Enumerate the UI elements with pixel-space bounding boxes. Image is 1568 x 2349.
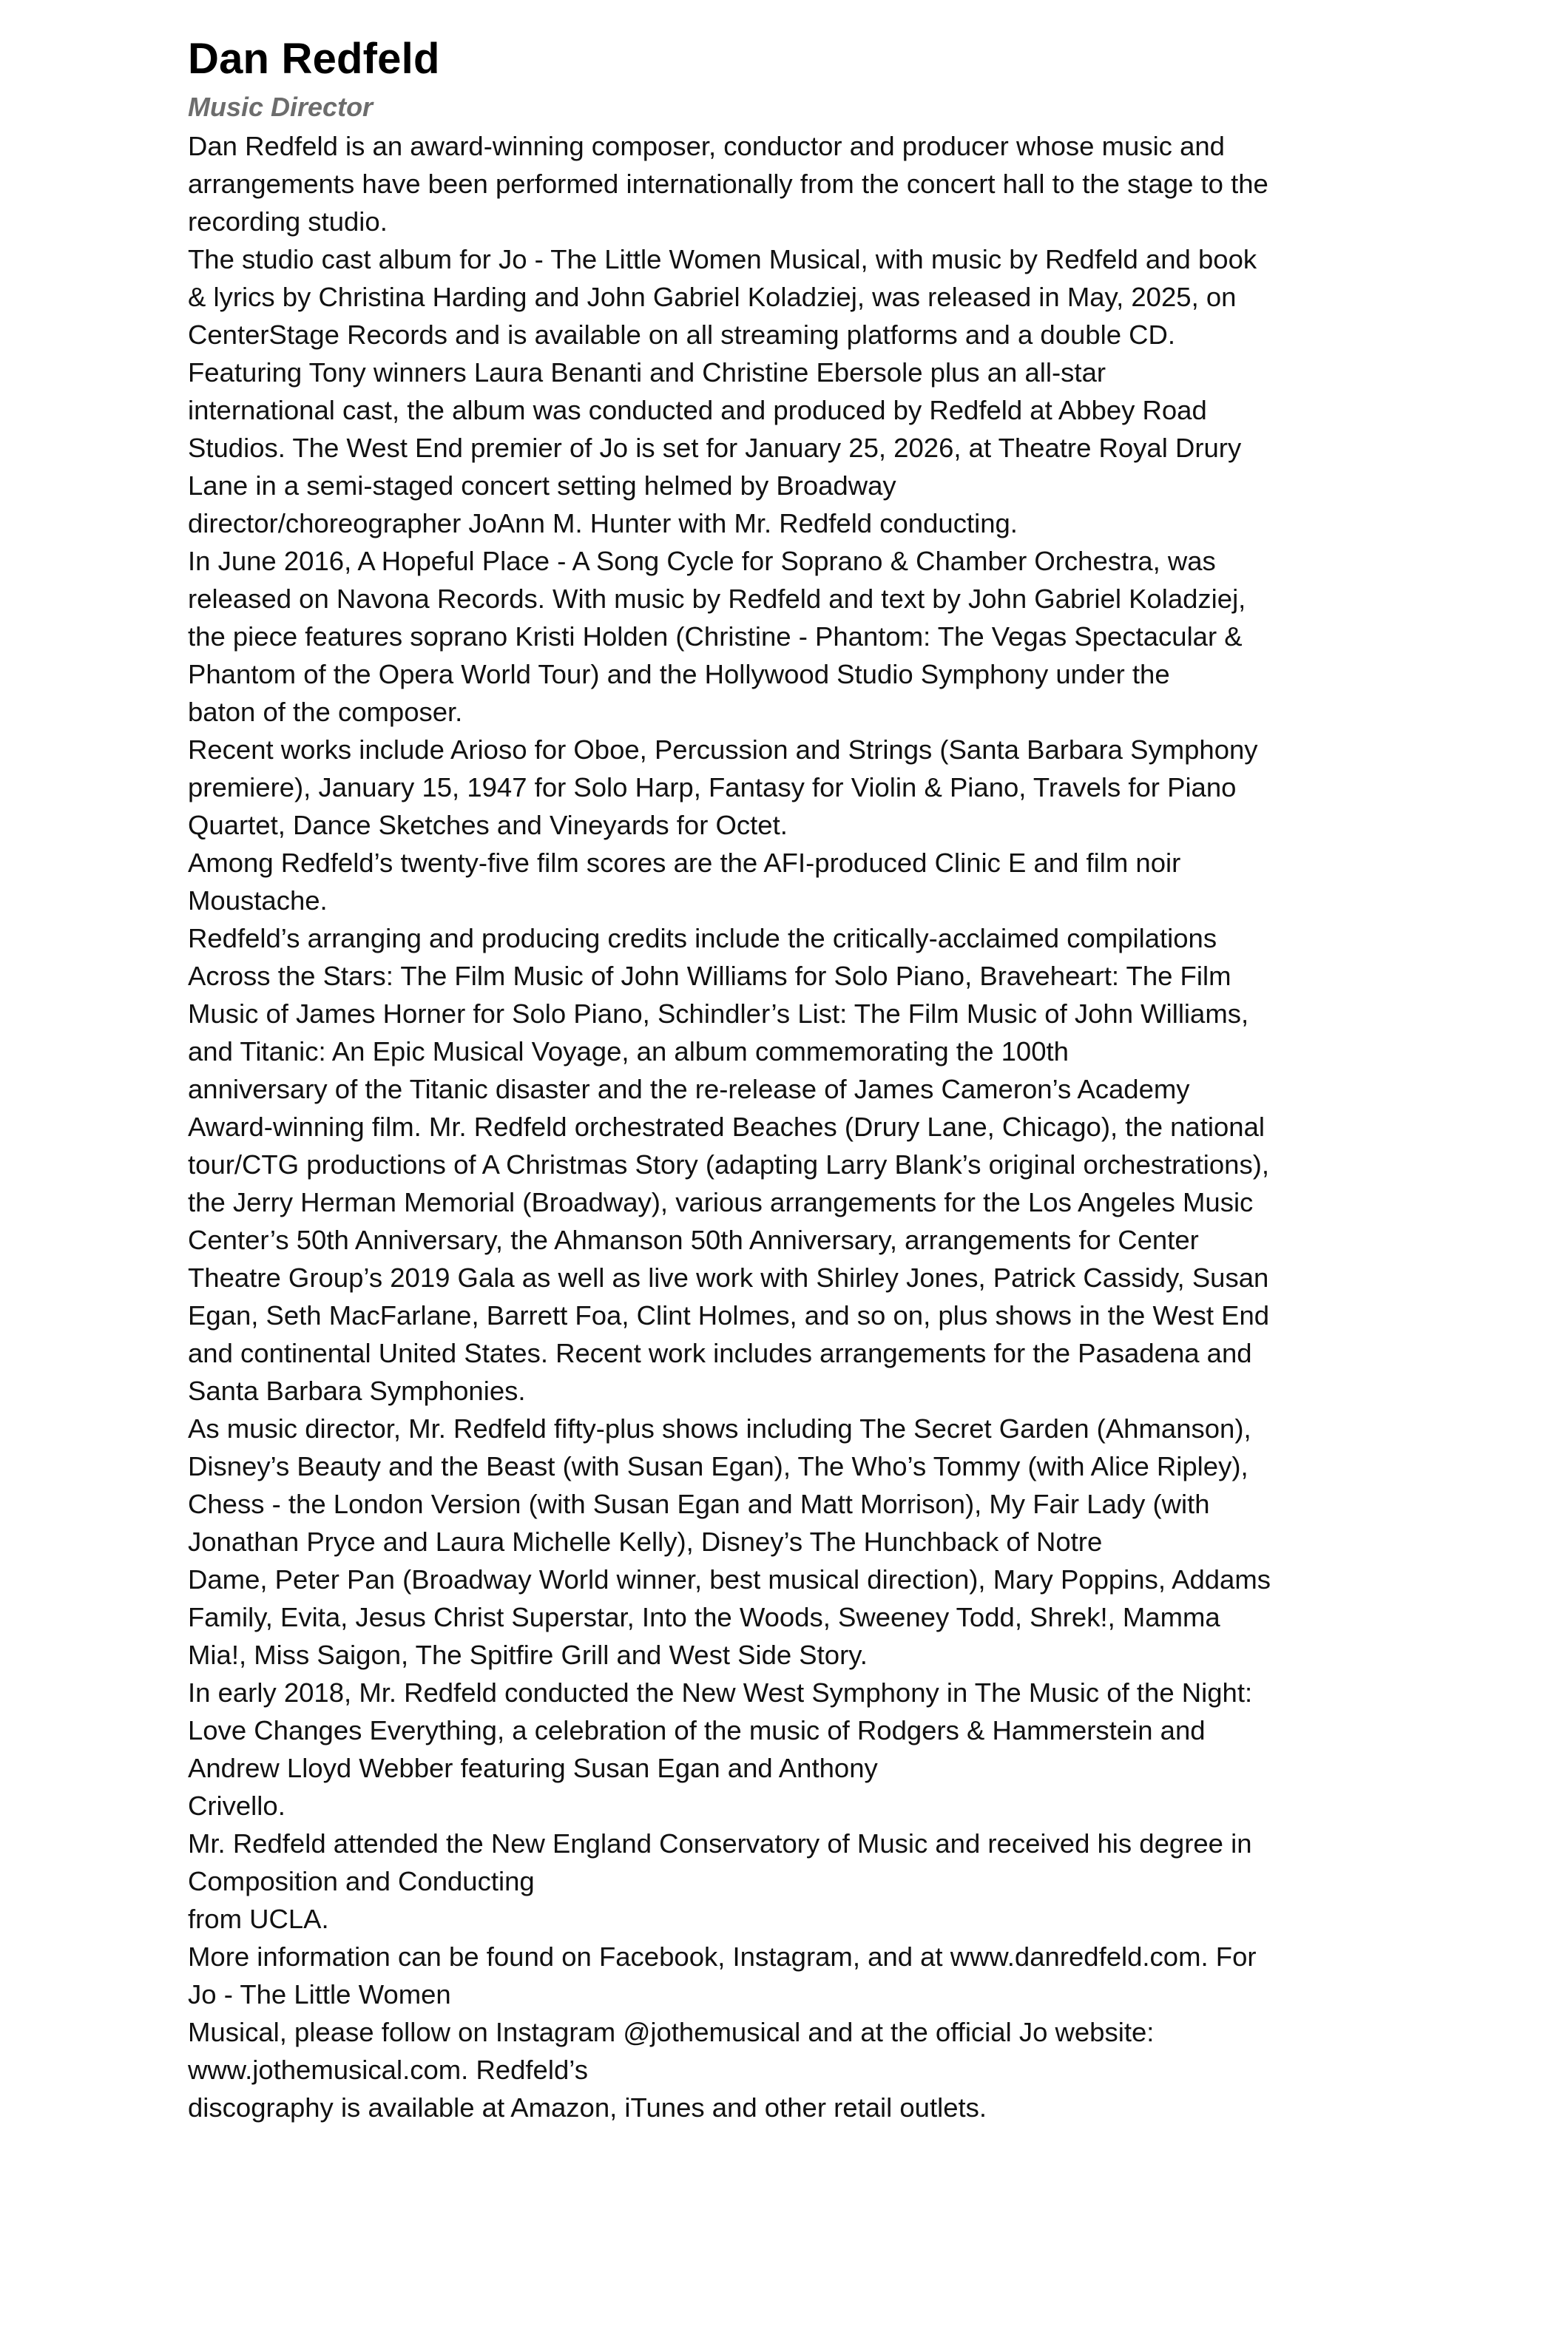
bio-line: Lane in a semi-staged concert setting helmed by Broadway	[188, 470, 896, 501]
bio-line: www.jothemusical.com. Redfeld’s	[188, 2055, 588, 2085]
bio-line: the piece features soprano Kristi Holden (Christine - Phantom: The Vegas Spectacular &	[188, 621, 1243, 652]
bio-line: Santa Barbara Symphonies.	[188, 1376, 526, 1406]
bio-line: Composition and Conducting	[188, 1866, 535, 1896]
bio-line: Recent works include Arioso for Oboe, Percussion and Strings (Santa Barbara Symphony	[188, 734, 1258, 765]
bio-line: Quartet, Dance Sketches and Vineyards for Octet.	[188, 810, 788, 840]
bio-line: Jo - The Little Women	[188, 1979, 451, 2010]
bio-line: Egan, Seth MacFarlane, Barrett Foa, Clint Holmes, and so on, plus shows in the West End	[188, 1300, 1270, 1331]
bio-line: Crivello.	[188, 1791, 285, 1821]
bio-line: Dan Redfeld is an award-winning composer, conductor and producer whose music and	[188, 131, 1225, 161]
bio-document	[188, 30, 1371, 2126]
bio-line: Andrew Lloyd Webber featuring Susan Egan and Anthony	[188, 1753, 878, 1783]
bio-line: Moustache.	[188, 885, 328, 916]
bio-line: Chess - the London Version (with Susan Egan and Matt Morrison), My Fair Lady (with	[188, 1489, 1210, 1519]
bio-line: In June 2016, A Hopeful Place - A Song Cycle for Soprano & Chamber Orchestra, was	[188, 546, 1216, 576]
bio-line: and Titanic: An Epic Musical Voyage, an album commemorating the 100th	[188, 1036, 1069, 1067]
bio-body	[188, 127, 1371, 2126]
bio-line: Center’s 50th Anniversary, the Ahmanson 50th Anniversary, arrangements for Center	[188, 1225, 1199, 1255]
bio-line: Disney’s Beauty and the Beast (with Susan Egan), The Who’s Tommy (with Alice Ripley),	[188, 1451, 1248, 1481]
bio-line: arrangements have been performed internationally from the concert hall to the stage to the	[188, 169, 1268, 199]
person-name: Dan Redfeld	[188, 35, 440, 83]
bio-line: discography is available at Amazon, iTunes and other retail outlets.	[188, 2092, 987, 2123]
bio-line: Phantom of the Opera World Tour) and the Hollywood Studio Symphony under the	[188, 659, 1170, 689]
bio-line: Mia!, Miss Saigon, The Spitfire Grill and West Side Story.	[188, 1640, 868, 1670]
bio-line: Studios. The West End premier of Jo is set for January 25, 2026, at Theatre Royal Drury	[188, 433, 1242, 463]
bio-line: Music of James Horner for Solo Piano, Schindler’s List: The Film Music of John Williams,	[188, 998, 1249, 1029]
bio-line: the Jerry Herman Memorial (Broadway), various arrangements for the Los Angeles Music	[188, 1187, 1254, 1217]
bio-line: Jonathan Pryce and Laura Michelle Kelly), Disney’s The Hunchback of Notre	[188, 1527, 1103, 1557]
bio-line: As music director, Mr. Redfeld fifty-plus shows including The Secret Garden (Ahmanson),	[188, 1413, 1251, 1444]
bio-line: Across the Stars: The Film Music of John Williams for Solo Piano, Braveheart: The Film	[188, 961, 1231, 991]
bio-line: Family, Evita, Jesus Christ Superstar, Into the Woods, Sweeney Todd, Shrek!, Mamma	[188, 1602, 1220, 1632]
bio-line: CenterStage Records and is available on all streaming platforms and a double CD.	[188, 320, 1176, 350]
bio-line: In early 2018, Mr. Redfeld conducted the New West Symphony in The Music of the Night:	[188, 1677, 1253, 1708]
bio-line: Among Redfeld’s twenty-five film scores are the AFI-produced Clinic E and film noir	[188, 848, 1181, 878]
bio-line: and continental United States. Recent work includes arrangements for the Pasadena and	[188, 1338, 1252, 1368]
bio-line: released on Navona Records. With music by Redfeld and text by John Gabriel Koladziej,	[188, 584, 1246, 614]
bio-line: international cast, the album was conducted and produced by Redfeld at Abbey Road	[188, 395, 1207, 425]
bio-line: Love Changes Everything, a celebration of the music of Rodgers & Hammerstein and	[188, 1715, 1206, 1745]
bio-line: Musical, please follow on Instagram @jothemusical and at the official Jo website:	[188, 2017, 1155, 2047]
bio-line: The studio cast album for Jo - The Little Women Musical, with music by Redfeld and book	[188, 244, 1257, 274]
bio-line: premiere), January 15, 1947 for Solo Harp, Fantasy for Violin & Piano, Travels for Piano	[188, 772, 1237, 802]
bio-line: Redfeld’s arranging and producing credits include the critically-acclaimed compilations	[188, 923, 1217, 953]
bio-line: recording studio.	[188, 206, 388, 237]
bio-line: Award-winning film. Mr. Redfeld orchestrated Beaches (Drury Lane, Chicago), the national	[188, 1112, 1265, 1142]
bio-line: anniversary of the Titanic disaster and the re-release of James Cameron’s Academy	[188, 1074, 1190, 1104]
bio-line: baton of the composer.	[188, 697, 463, 727]
bio-line: Featuring Tony winners Laura Benanti and Christine Ebersole plus an all-star	[188, 357, 1106, 388]
bio-line: Mr. Redfeld attended the New England Conservatory of Music and received his degree in	[188, 1828, 1252, 1859]
bio-line: tour/CTG productions of A Christmas Story (adapting Larry Blank’s original orchestrations),	[188, 1149, 1269, 1180]
person-role: Music Director	[188, 92, 374, 122]
bio-line: More information can be found on Facebook, Instagram, and at www.danredfeld.com. For	[188, 1941, 1257, 1972]
bio-line: Dame, Peter Pan (Broadway World winner, best musical direction), Mary Poppins, Addams	[188, 1564, 1271, 1595]
bio-line: & lyrics by Christina Harding and John Gabriel Koladziej, was released in May, 2025, on	[188, 282, 1237, 312]
bio-line: from UCLA.	[188, 1904, 329, 1934]
bio-line: director/choreographer JoAnn M. Hunter with Mr. Redfeld conducting.	[188, 508, 1018, 538]
bio-line: Theatre Group’s 2019 Gala as well as live work with Shirley Jones, Patrick Cassidy, Susan	[188, 1263, 1269, 1293]
